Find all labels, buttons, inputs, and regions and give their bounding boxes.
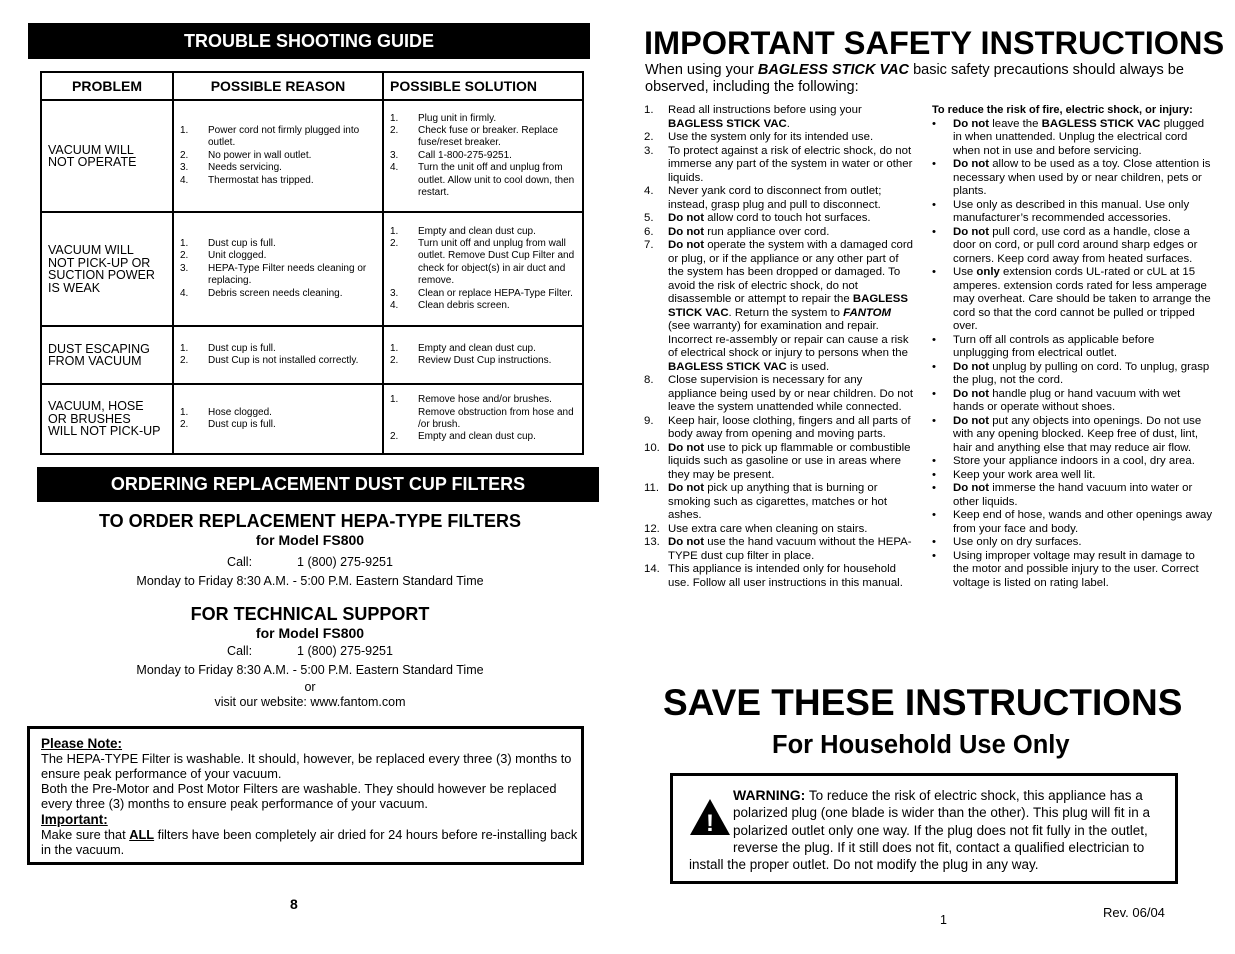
instruction-number: 2. — [644, 131, 654, 143]
instruction-item — [644, 563, 914, 590]
instruction-item — [644, 523, 914, 537]
item-number: 2. — [180, 355, 189, 366]
bullet-icon: • — [932, 158, 936, 170]
item-text: Dust cup is full. — [208, 419, 276, 430]
bullet-text: Turn off all controls as applicable before unplugging from electrical outlet. — [953, 333, 1155, 359]
item-number: 1. — [180, 342, 189, 354]
note-p3-a: Make sure that — [41, 827, 130, 842]
instruction-text: Use the system only for its intended use. — [668, 131, 874, 143]
item-text: Turn the unit off and unplug from outlet. Allow unit to cool down, then restart. — [418, 162, 575, 199]
safety-bullet — [932, 118, 1212, 159]
item-number: 1. — [180, 237, 189, 249]
item-number: 3. — [180, 262, 189, 274]
item-number: 3. — [180, 162, 189, 174]
list-item — [390, 150, 576, 162]
bullet-text: Do not put any objects into openings. Do not use with any opening blocked. Keep free of dust, lint, hair and anything else that may reduce air flow. — [953, 414, 1202, 454]
item-text: Thermostat has tripped. — [208, 174, 314, 186]
item-number: 1. — [180, 406, 189, 418]
order-call-line — [30, 553, 590, 571]
warning-label: WARNING: — [733, 787, 806, 803]
col-header-problem: PROBLEM — [41, 72, 173, 100]
item-text: Plug unit in firmly. — [418, 112, 497, 124]
household-use: For Household Use Only — [772, 731, 1070, 759]
list-item — [390, 226, 576, 238]
list-item — [390, 343, 576, 355]
item-number: 1. — [390, 342, 399, 354]
problem-cell: VACUUM WILL NOT PICK-UP OR SUCTION POWER IS WEAK — [41, 212, 173, 326]
table-header-row — [41, 72, 583, 100]
instruction-number: 10. — [644, 441, 660, 454]
instruction-item — [644, 442, 914, 483]
tech-model: for Model FS800 — [255, 625, 365, 641]
table-row — [41, 100, 583, 212]
item-number: 2. — [390, 237, 399, 249]
item-number: 1. — [390, 112, 399, 124]
item-number: 2. — [390, 431, 399, 443]
bullet-text: Use only extension cords UL-rated or cUL at 15 amperes. extension cords rated for less amperage may overheat. Care should be taken to arrange the cord so that the cord cannot be pulled or tripped over. — [953, 266, 1211, 332]
instruction-text: Do not use to pick up flammable or combustible liquids such as gasoline or use in areas where they may be present. — [668, 441, 911, 481]
reason-cell — [173, 326, 383, 384]
list-item — [180, 175, 376, 187]
list-item — [390, 300, 576, 312]
bullet-icon: • — [932, 468, 936, 481]
col-header-solution: POSSIBLE SOLUTION — [383, 72, 583, 100]
item-text: Debris screen needs cleaning. — [208, 287, 343, 299]
note-paragraph-1: The HEPA-TYPE Filter is washable. It should, however, be replaced every three (3) months to ensure peak performance of your vacuum. — [41, 751, 572, 781]
safety-intro — [645, 62, 1185, 95]
safety-bullet — [932, 334, 1212, 361]
warning-text: To reduce the risk of electric shock, this appliance has a polarized plug (one blade is wider than the other). This plug will fit in a polarized outlet only one way. If the plug does not fit fully in the outlet, reverse the plug. If it still does not fit, contact a qualified electrician to install the proper outlet. Do not modify the plug in any way. — [689, 788, 1150, 873]
instruction-item — [644, 131, 914, 145]
safety-bullet — [932, 266, 1212, 334]
item-text: Needs servicing. — [208, 162, 282, 174]
instruction-text: This appliance is intended only for household use. Follow all user instructions in this manual. — [668, 563, 903, 589]
safety-bullet — [932, 226, 1212, 267]
instruction-item — [644, 145, 914, 186]
note-p3-all: ALL — [129, 827, 155, 842]
safety-bullet — [932, 388, 1212, 415]
order-phone: 1 (800) 275-9251 — [297, 555, 393, 569]
col-header-reason: POSSIBLE REASON — [173, 72, 383, 100]
save-title: SAVE THESE INSTRUCTIONS — [663, 682, 1183, 723]
risk-heading: To reduce the risk of fire, electric shock, or injury: — [932, 104, 1193, 116]
list-item — [180, 343, 376, 355]
tech-website: visit our website: www.fantom.com — [214, 695, 406, 709]
note-title: Please Note: — [41, 736, 123, 751]
tech-call-line — [30, 642, 590, 660]
bullet-text: Using improper voltage may result in damage to the motor and possible injury to the user. Correct voltage is listed on rating label. — [953, 549, 1199, 589]
instruction-item — [644, 374, 914, 415]
item-text: No power in wall outlet. — [208, 149, 312, 161]
bullet-icon: • — [932, 198, 936, 211]
instruction-text: Read all instructions before using your BAGLESS STICK VAC. — [668, 104, 862, 130]
page-number-left: 8 — [290, 896, 298, 912]
order-call-label: Call: — [227, 555, 253, 569]
bullet-icon: • — [932, 225, 936, 238]
bullet-icon: • — [932, 509, 936, 521]
safety-bullet — [932, 536, 1212, 550]
list-item — [390, 355, 576, 367]
instruction-item — [644, 239, 914, 374]
item-text: Dust cup is full. — [208, 237, 276, 249]
list-item — [180, 150, 376, 162]
instruction-text: Never yank cord to disconnect from outlet; instead, grasp plug and pull to disconnect. — [668, 185, 882, 211]
instruction-text: Do not run appliance over cord. — [668, 225, 830, 238]
instruction-text: Do not operate the system with a damaged cord or plug, or if the appliance or any other part of the system has been dropped or damaged. To avoid the risk of electric shock, do not disassemble or attempt to repair the BAGLESS STICK VAC. Return the system to FANTOM (see warranty) for examination and repair. Incorrect re-assembly or repair can cause a risk of electrical shock or injury to persons when the BAGLESS STICK VAC is used. — [668, 239, 914, 373]
item-text: Empty and clean dust cup. — [418, 342, 536, 354]
bullet-text: Do not pull cord, use cord as a handle, close a door on cord, or pull cord around sharp edges or corners. Keep cord away from heated surfaces. — [953, 225, 1198, 265]
bullet-icon: • — [932, 482, 936, 494]
item-number: 3. — [390, 287, 399, 299]
item-text: Empty and clean dust cup. — [418, 225, 536, 237]
reason-cell — [173, 212, 383, 326]
problem-cell: VACUUM WILL NOT OPERATE — [41, 100, 173, 212]
item-text: Clean debris screen. — [418, 300, 510, 312]
instruction-text: Do not pick up anything that is burning or smoking such as cigarettes, matches or hot ashes. — [668, 482, 888, 521]
instruction-item — [644, 104, 914, 131]
numbered-instructions — [644, 104, 914, 590]
intro-product: BAGLESS STICK VAC — [757, 62, 910, 78]
tech-phone: 1 (800) 275-9251 — [297, 644, 393, 658]
item-number: 3. — [390, 149, 399, 161]
safety-bullet — [932, 469, 1212, 483]
instruction-number: 11. — [644, 482, 659, 494]
item-text: Clean or replace HEPA-Type Filter. — [418, 287, 573, 299]
safety-bullet — [932, 415, 1212, 456]
order-heading: TO ORDER REPLACEMENT HEPA-TYPE FILTERS — [98, 511, 522, 531]
tech-or: or — [304, 680, 316, 694]
item-text: Hose clogged. — [208, 406, 272, 418]
bullet-icon: • — [932, 266, 936, 278]
bullet-text: Do not allow to be used as a toy. Close attention is necessary when used by or near children, pets or plants. — [953, 158, 1211, 197]
safety-bullet — [932, 361, 1212, 388]
item-number: 4. — [180, 174, 189, 186]
item-number: 1. — [390, 225, 399, 237]
list-item — [180, 125, 376, 150]
bullet-text: Do not unplug by pulling on cord. To unplug, grasp the plug, not the cord. — [953, 360, 1210, 386]
item-number: 2. — [180, 419, 189, 430]
solution-cell — [383, 212, 583, 326]
list-item — [390, 125, 576, 150]
bullet-icon: • — [932, 387, 936, 400]
trouble-shooting-table — [40, 71, 584, 455]
ordering-title: ORDERING REPLACEMENT DUST CUP FILTERS — [110, 474, 526, 494]
instruction-number: 8. — [644, 374, 654, 386]
bullet-icon: • — [932, 333, 936, 346]
instruction-item — [644, 226, 914, 240]
instruction-number: 13. — [644, 536, 660, 548]
bullet-text: Keep end of hose, wands and other openings away from your face and body. — [953, 509, 1213, 535]
list-item — [390, 238, 576, 288]
problem-cell: DUST ESCAPING FROM VACUUM — [41, 326, 173, 384]
instruction-text: Do not allow cord to touch hot surfaces. — [668, 212, 871, 224]
tech-section — [30, 604, 590, 710]
bullet-icon: • — [932, 360, 936, 373]
bullet-text: Do not leave the BAGLESS STICK VAC plugged in when unattended. Unplug the electrical cord when not in use and before servicing. — [953, 117, 1205, 157]
bullet-icon: • — [932, 455, 936, 467]
list-item — [390, 288, 576, 300]
list-item — [390, 162, 576, 199]
page-number-right: 1 — [940, 913, 947, 927]
instruction-item — [644, 185, 914, 212]
reason-cell — [173, 100, 383, 212]
item-text: Review Dust Cup instructions. — [418, 355, 552, 366]
instruction-item — [644, 536, 914, 563]
item-text: Power cord not firmly plugged into outlet. — [208, 124, 360, 149]
order-model: for Model FS800 — [255, 532, 365, 548]
bullet-icon: • — [932, 414, 936, 427]
bullet-text: Use only on dry surfaces. — [953, 536, 1082, 548]
instruction-number: 1. — [644, 104, 654, 116]
instruction-item — [644, 415, 914, 442]
solution-cell — [383, 100, 583, 212]
list-item — [180, 263, 376, 288]
item-number: 2. — [390, 124, 399, 136]
instruction-text: Close supervision is necessary for any appliance being used by or near children. Do not leave the system unattended while connected. — [668, 374, 914, 413]
important-title: Important: — [41, 812, 108, 827]
intro-c: basic safety precautions should always be observed, including the following: — [645, 62, 1184, 95]
reason-cell — [173, 384, 383, 454]
item-text: Empty and clean dust cup. — [418, 431, 536, 443]
warning-box — [670, 773, 1178, 884]
table-row — [41, 384, 583, 454]
item-text: HEPA-Type Filter needs cleaning or replacing. — [208, 262, 367, 287]
safety-bullet — [932, 550, 1212, 591]
solution-cell — [383, 326, 583, 384]
note-p3-c: filters have been completely air dried for 24 hours before re-installing back in the vacuum. — [41, 827, 578, 857]
warning-symbol: ! — [706, 810, 714, 836]
warning-triangle-icon — [689, 792, 733, 844]
bullet-icon: • — [932, 549, 936, 562]
instruction-number: 3. — [644, 144, 654, 157]
item-text: Remove hose and/or brushes. Remove obstruction from hose and /or brush. — [418, 394, 574, 430]
item-number: 2. — [390, 355, 399, 366]
order-hours: Monday to Friday 8:30 A.M. - 5:00 P.M. Eastern Standard Time — [136, 574, 484, 588]
safety-bullet — [932, 158, 1212, 199]
list-item — [180, 355, 376, 367]
revision-label: Rev. 06/04 — [1103, 905, 1165, 920]
item-text: Check fuse or breaker. Replace fuse/reset breaker. — [418, 124, 559, 149]
item-text: Turn unit off and unplug from wall outlet. Remove Dust Cup Filter and check for object(s) in air duct and remove. — [418, 237, 575, 287]
list-item — [180, 407, 376, 419]
instruction-number: 4. — [644, 185, 654, 197]
safety-bullet — [932, 509, 1212, 536]
bullet-text: Use only as described in this manual. Use only manufacturer’s recommended accessories. — [953, 198, 1190, 224]
list-item — [180, 162, 376, 174]
trouble-shooting-banner — [28, 23, 590, 59]
bullet-text: Keep your work area well lit. — [953, 468, 1096, 481]
instruction-number: 7. — [644, 239, 654, 251]
table-row — [41, 212, 583, 326]
please-note-box — [27, 726, 584, 865]
item-text: Dust cup is full. — [208, 342, 276, 354]
instruction-text: To protect against a risk of electric shock, do not immerse any part of the system in water or other liquids. — [668, 144, 913, 184]
instruction-text: Do not use the hand vacuum without the HEPA-TYPE dust cup filter in place. — [668, 536, 912, 562]
table-row — [41, 326, 583, 384]
item-number: 1. — [390, 394, 399, 406]
list-item — [390, 431, 576, 443]
instruction-item — [644, 482, 914, 523]
instruction-text: Use extra care when cleaning on stairs. — [668, 522, 868, 535]
item-number: 2. — [180, 250, 189, 262]
bullet-icon: • — [932, 117, 936, 130]
item-text: Call 1-800-275-9251. — [418, 149, 512, 161]
item-number: 2. — [180, 149, 189, 161]
note-paragraph-2: Both the Pre-Motor and Post Motor Filters are washable. They should however be replaced every three (3) months to ensure peak performance of your vacuum. — [41, 781, 557, 811]
tech-call-label: Call: — [227, 644, 253, 658]
bullet-text: Store your appliance indoors in a cool, dry area. — [953, 455, 1195, 467]
list-item — [180, 238, 376, 250]
item-number: 4. — [390, 300, 399, 312]
item-number: 4. — [180, 287, 189, 299]
problem-cell: VACUUM, HOSE OR BRUSHES WILL NOT PICK-UP — [41, 384, 173, 454]
trouble-shooting-title: TROUBLE SHOOTING GUIDE — [183, 31, 434, 51]
instruction-number: 5. — [644, 212, 654, 224]
safety-title: IMPORTANT SAFETY INSTRUCTIONS — [644, 25, 1225, 61]
solution-cell — [383, 384, 583, 454]
risk-bullets — [932, 118, 1212, 591]
list-item — [180, 288, 376, 300]
safety-bullet — [932, 482, 1212, 509]
note-paragraph-3 — [41, 827, 581, 857]
item-number: 4. — [390, 162, 399, 174]
list-item — [180, 250, 376, 262]
bullet-text: Do not handle plug or hand vacuum with wet hands or operate without shoes. — [953, 387, 1181, 413]
item-text: Dust Cup is not installed correctly. — [208, 355, 359, 366]
tech-hours: Monday to Friday 8:30 A.M. - 5:00 P.M. Eastern Standard Time — [136, 663, 484, 677]
order-section — [30, 511, 590, 591]
item-number: 1. — [180, 124, 189, 136]
ordering-banner — [37, 467, 599, 502]
list-item — [390, 394, 576, 431]
list-item — [390, 113, 576, 125]
safety-bullet — [932, 199, 1212, 226]
instruction-number: 6. — [644, 225, 654, 238]
instruction-number: 9. — [644, 414, 654, 427]
intro-a: When using your — [645, 62, 758, 78]
list-item — [180, 419, 376, 431]
safety-bullet — [932, 455, 1212, 469]
bullet-text: Do not immerse the hand vacuum into water or other liquids. — [953, 482, 1193, 508]
risk-section — [932, 104, 1212, 590]
bullet-icon: • — [932, 536, 936, 548]
instruction-number: 14. — [644, 563, 660, 575]
instruction-item — [644, 212, 914, 226]
item-text: Unit clogged. — [208, 250, 267, 262]
tech-heading: FOR TECHNICAL SUPPORT — [190, 604, 430, 624]
instruction-number: 12. — [644, 522, 660, 535]
instruction-text: Keep hair, loose clothing, fingers and all parts of body away from opening and moving parts. — [668, 414, 911, 440]
